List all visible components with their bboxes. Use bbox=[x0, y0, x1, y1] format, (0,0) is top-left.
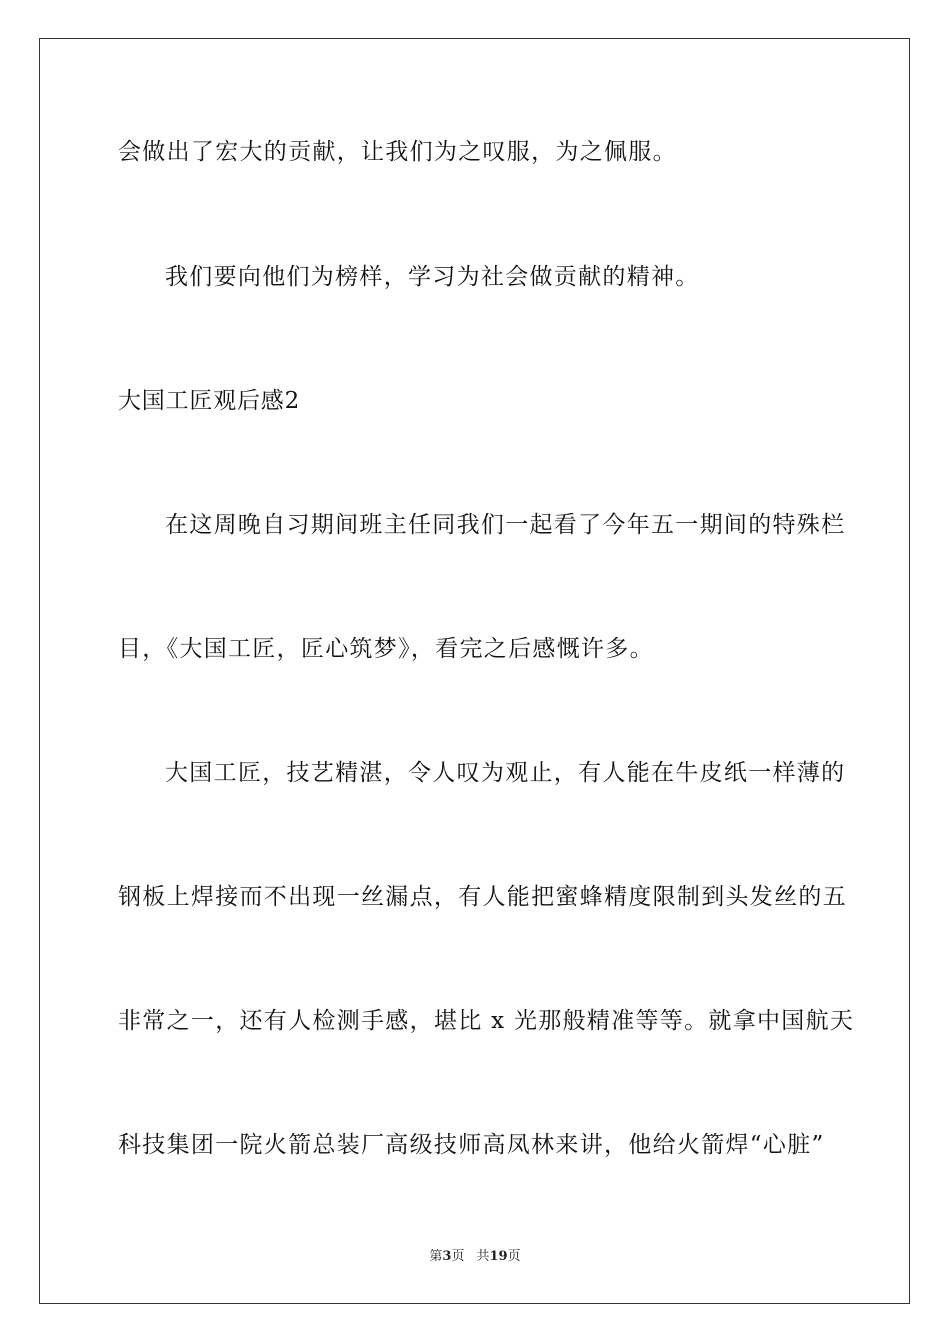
section-heading: 大国工匠观后感2 bbox=[118, 388, 301, 414]
total-prefix: 共 bbox=[476, 1249, 490, 1264]
total-suffix: 页 bbox=[507, 1249, 521, 1264]
paragraph-line: 会做出了宏大的贡献，让我们为之叹服，为之佩服。 bbox=[118, 139, 677, 165]
paragraph-line: 非常之一，还有人检测手感，堪比 x 光那般精准等等。就拿中国航天 bbox=[118, 1008, 855, 1034]
page-prefix: 第 bbox=[429, 1249, 443, 1264]
total-pages: 19 bbox=[489, 1249, 508, 1264]
paragraph-line: 大国工匠，技艺精湛，令人叹为观止，有人能在牛皮纸一样薄的 bbox=[165, 760, 846, 786]
page-suffix: 页 bbox=[451, 1249, 465, 1264]
paragraph-line: 在这周晚自习期间班主任同我们一起看了今年五一期间的特殊栏 bbox=[165, 512, 846, 538]
page-frame bbox=[39, 38, 910, 1304]
page-number: 3 bbox=[442, 1249, 452, 1264]
page-footer bbox=[0, 1248, 950, 1266]
paragraph-line: 目，《大国工匠，匠心筑梦》，看完之后感慨许多。 bbox=[118, 636, 654, 662]
paragraph-line: 我们要向他们为榜样，学习为社会做贡献的精神。 bbox=[165, 264, 700, 290]
paragraph-line: 钢板上焊接而不出现一丝漏点，有人能把蜜蜂精度限制到头发丝的五 bbox=[118, 884, 847, 910]
paragraph-line: 科技集团一院火箭总装厂高级技师高凤林来讲，他给火箭焊“心脏” bbox=[118, 1132, 825, 1158]
